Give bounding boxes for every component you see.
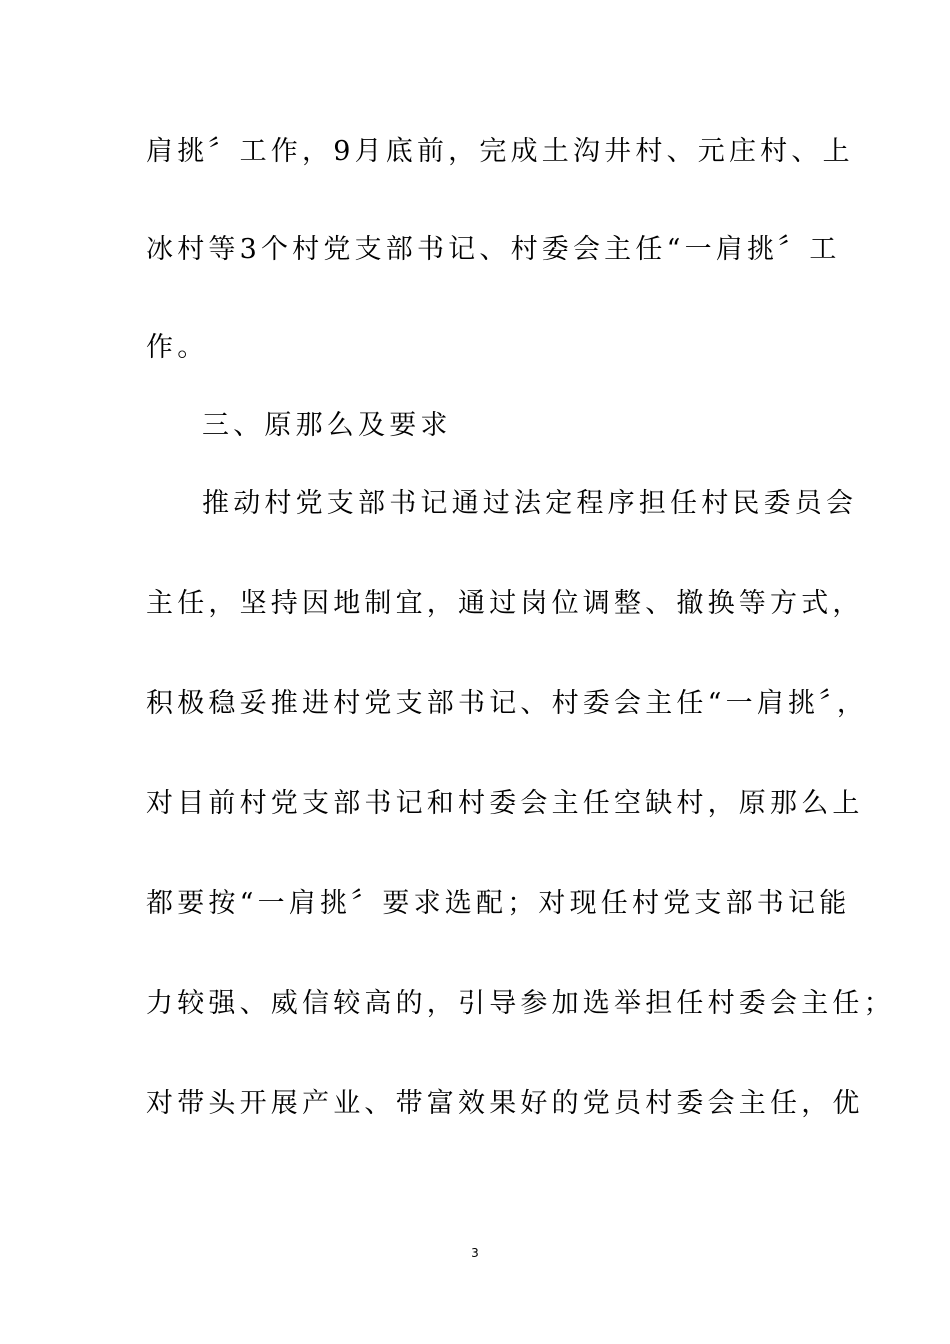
page-number: 3 (471, 1246, 479, 1260)
text-line: 肩挑〞工作，9月底前，完成土沟井村、元庄村、上 (146, 136, 854, 167)
text-line: 对目前村党支部书记和村委会主任空缺村，原那么上 (146, 788, 864, 819)
text-line: 力较强、威信较高的，引导参加选举担任村委会主任； (146, 988, 895, 1019)
text-line: 作。 (146, 332, 209, 363)
text-line: 都要按“一肩挑〞要求选配；对现任村党支部书记能 (146, 888, 851, 919)
text-line: 积极稳妥推进村党支部书记、村委会主任“一肩挑〞， (146, 688, 869, 719)
text-line: 冰村等3个村党支部书记、村委会主任“一肩挑〞工 (146, 234, 841, 265)
paragraph-first-line: 推动村党支部书记通过法定程序担任村民委员会 (202, 488, 858, 519)
text-line: 对带头开展产业、带富效果好的党员村委会主任，优 (146, 1088, 864, 1119)
text-line: 主任，坚持因地制宜，通过岗位调整、撤换等方式， (146, 588, 864, 619)
section-heading: 三、原那么及要求 (202, 410, 452, 441)
